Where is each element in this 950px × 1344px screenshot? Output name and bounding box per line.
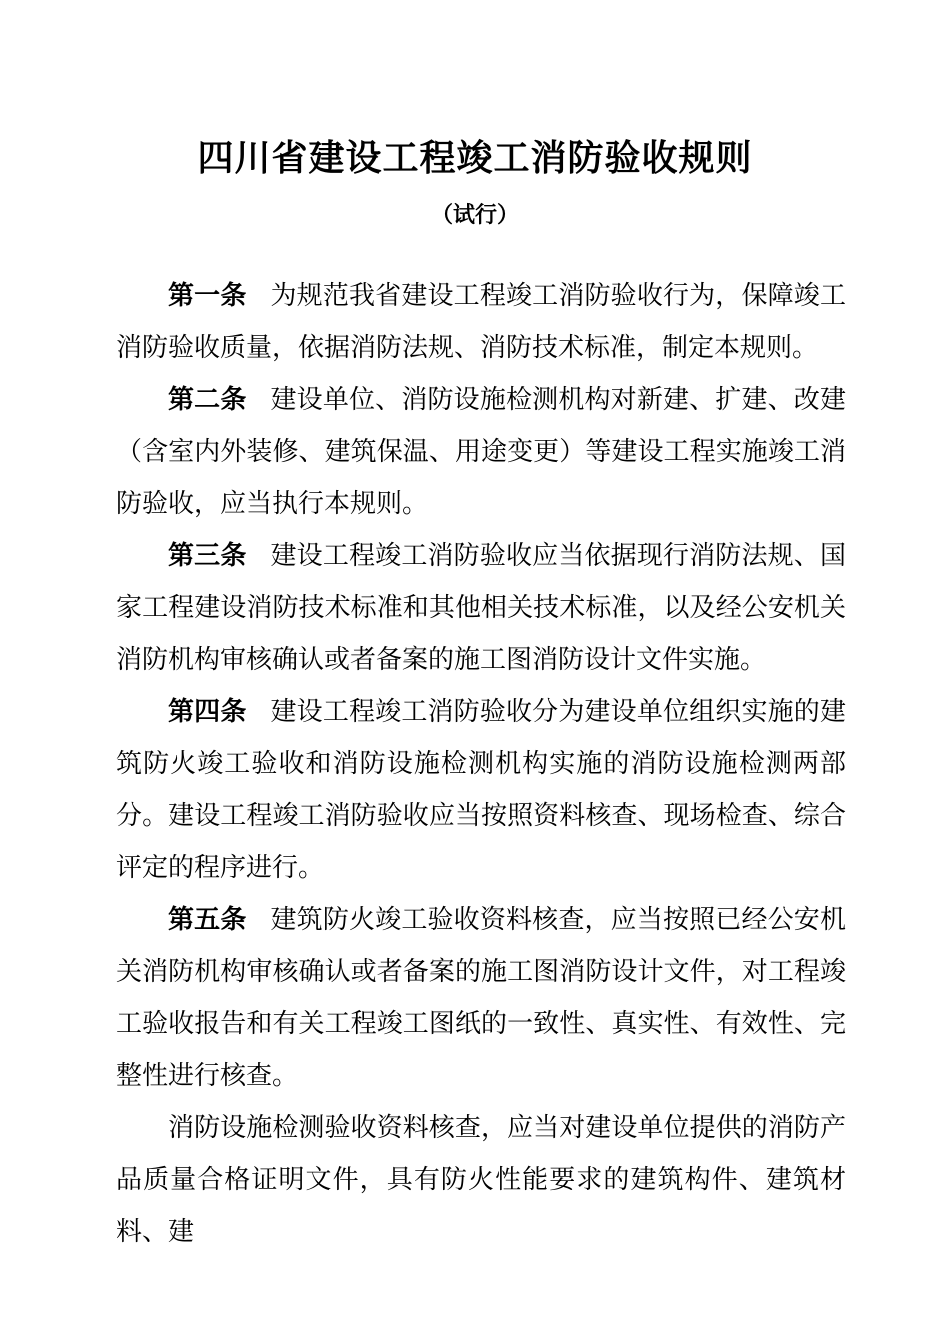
paragraph-article-2 bbox=[116, 374, 846, 530]
paragraph-article-4 bbox=[116, 686, 846, 894]
document-title: 四川省建设工程竣工消防验收规则 bbox=[197, 138, 753, 179]
article-text: 建筑防火竣工验收资料核查，应当按照已经公安机关消防机构审核确认或者备案的施工图消防设计文件，对工程竣工验收报告和有关工程竣工图纸的一致性、真实性、有效性、完整性进行核查。 bbox=[116, 905, 846, 1091]
paragraph-article-5 bbox=[116, 894, 846, 1102]
article-number: 第一条 bbox=[168, 281, 247, 311]
document-subtitle: （试行） bbox=[430, 203, 519, 228]
article-text: 建设工程竣工消防验收分为建设单位组织实施的建筑防火竣工验收和消防设施检测机构实施的消防设施检测两部分。建设工程竣工消防验收应当按照资料核查、现场检查、综合评定的程序进行。 bbox=[116, 697, 846, 883]
article-text: 为规范我省建设工程竣工消防验收行为，保障竣工消防验收质量，依据消防法规、消防技术标准，制定本规则。 bbox=[116, 281, 846, 363]
article-number: 第二条 bbox=[168, 385, 247, 415]
article-text: 建设单位、消防设施检测机构对新建、扩建、改建（含室内外装修、建筑保温、用途变更）等建设工程实施竣工消防验收，应当执行本规则。 bbox=[116, 385, 846, 519]
paragraph-continuation bbox=[116, 1102, 846, 1258]
article-text: 消防设施检测验收资料核查，应当对建设单位提供的消防产品质量合格证明文件，具有防火性能要求的建筑构件、建筑材料、建 bbox=[116, 1113, 846, 1247]
article-number: 第四条 bbox=[168, 697, 247, 727]
paragraph-article-1 bbox=[116, 270, 846, 374]
article-text: 建设工程竣工消防验收应当依据现行消防法规、国家工程建设消防技术标准和其他相关技术标准，以及经公安机关消防机构审核确认或者备案的施工图消防设计文件实施。 bbox=[116, 541, 846, 675]
paragraph-article-3 bbox=[116, 530, 846, 686]
article-number: 第三条 bbox=[168, 541, 247, 571]
article-number: 第五条 bbox=[168, 905, 247, 935]
document-body bbox=[116, 270, 846, 1258]
